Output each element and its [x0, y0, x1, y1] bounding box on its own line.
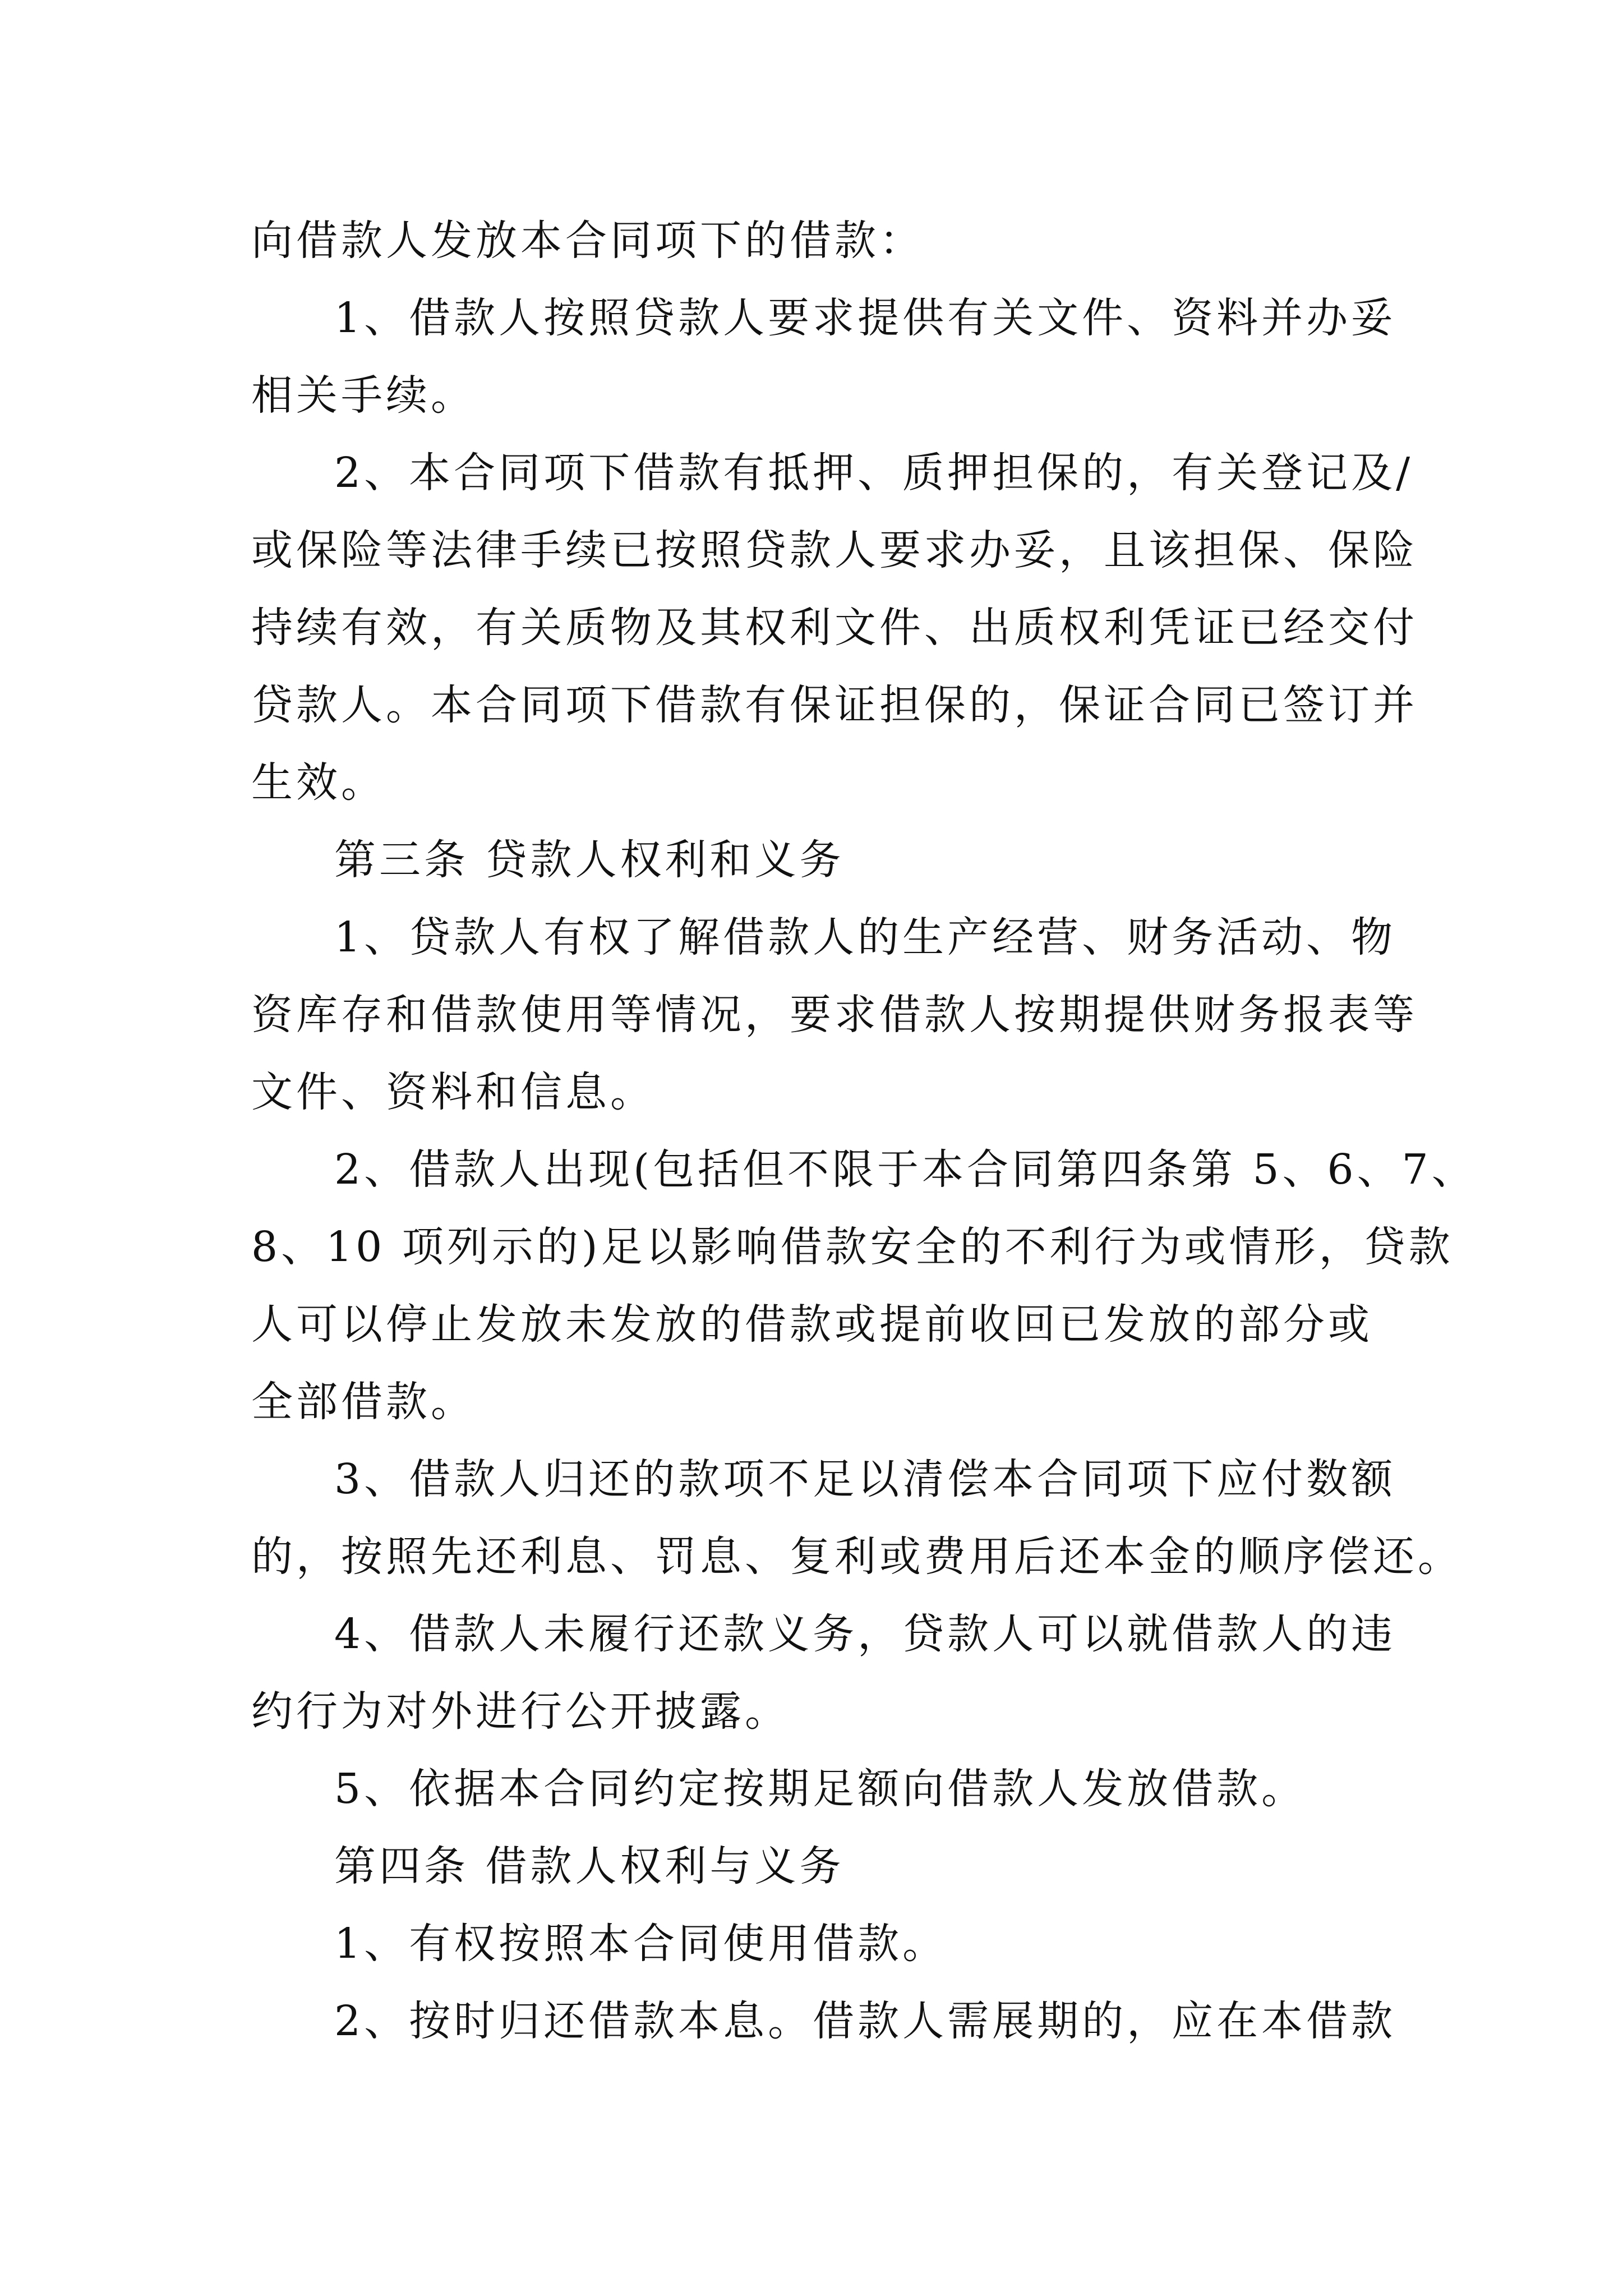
text-line: 文件、资料和信息。: [251, 1068, 655, 1116]
text-line: 约行为对外进行公开披露。: [251, 1687, 790, 1736]
text-line: 2、按时归还借款本息。借款人需展期的，应在本借款: [334, 1997, 1396, 2045]
text-line: 4、借款人未履行还款义务，贷款人可以就借款人的违: [334, 1610, 1396, 1658]
text-line: 向借款人发放本合同项下的借款：: [251, 217, 924, 265]
text-line: 持续有效，有关质物及其权利文件、出质权利凭证已经交付: [251, 604, 1418, 652]
text-line: 1、贷款人有权了解借款人的生产经营、财务活动、物: [334, 913, 1396, 961]
text-line: 3、借款人归还的款项不足以清偿本合同项下应付数额: [334, 1455, 1396, 1503]
section-heading: 第三条 贷款人权利和义务: [334, 836, 845, 884]
text-line: 1、借款人按照贷款人要求提供有关文件、资料并办妥: [334, 294, 1396, 342]
text-line: 贷款人。本合同项下借款有保证担保的，保证合同已签订并: [251, 681, 1418, 729]
text-line: 相关手续。: [251, 371, 476, 420]
text-line: 的，按照先还利息、罚息、复利或费用后还本金的顺序偿还。: [251, 1533, 1463, 1581]
text-line: 人可以停止发放未发放的借款或提前收回已发放的部分或: [251, 1300, 1373, 1349]
text-line: 1、有权按照本合同使用借款。: [334, 1920, 948, 1968]
text-line: 或保险等法律手续已按照贷款人要求办妥，且该担保、保险: [251, 526, 1418, 574]
text-line: 8、10 项列示的)足以影响借款安全的不利行为或情形，贷款: [251, 1223, 1454, 1271]
text-line: 生效。: [251, 758, 386, 807]
text-line: 5、依据本合同约定按期足额向借款人发放借款。: [334, 1765, 1307, 1813]
text-line: 全部借款。: [251, 1378, 476, 1426]
body-text: [251, 202, 1477, 2060]
text-line: 资库存和借款使用等情况，要求借款人按期提供财务报表等: [251, 991, 1418, 1039]
text-line: 2、本合同项下借款有抵押、质押担保的，有关登记及/: [334, 449, 1414, 497]
section-heading: 第四条 借款人权利与义务: [334, 1842, 845, 1890]
text-line: 2、借款人出现(包括但不限于本合同第四条第 5、6、7、: [334, 1145, 1477, 1194]
